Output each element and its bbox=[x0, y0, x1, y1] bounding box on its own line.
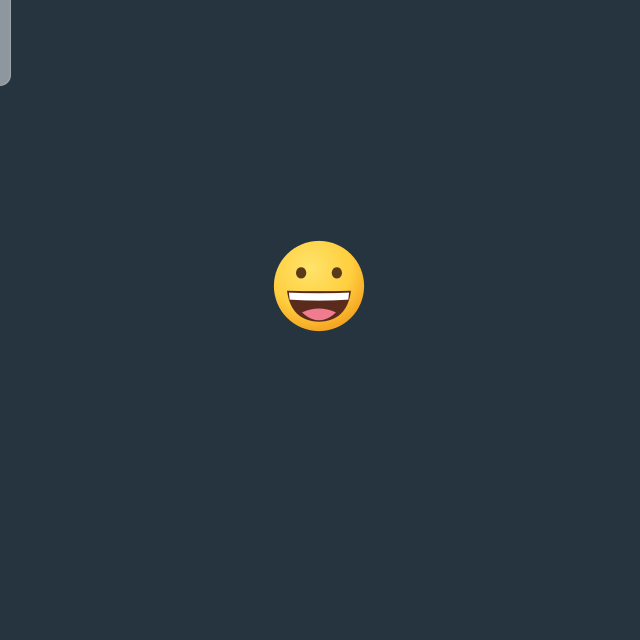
right-eye-icon bbox=[332, 267, 342, 278]
teeth-shape bbox=[289, 293, 349, 301]
corner-handle[interactable] bbox=[0, 0, 11, 86]
grinning-face-icon bbox=[272, 239, 366, 333]
left-eye-icon bbox=[296, 267, 306, 278]
